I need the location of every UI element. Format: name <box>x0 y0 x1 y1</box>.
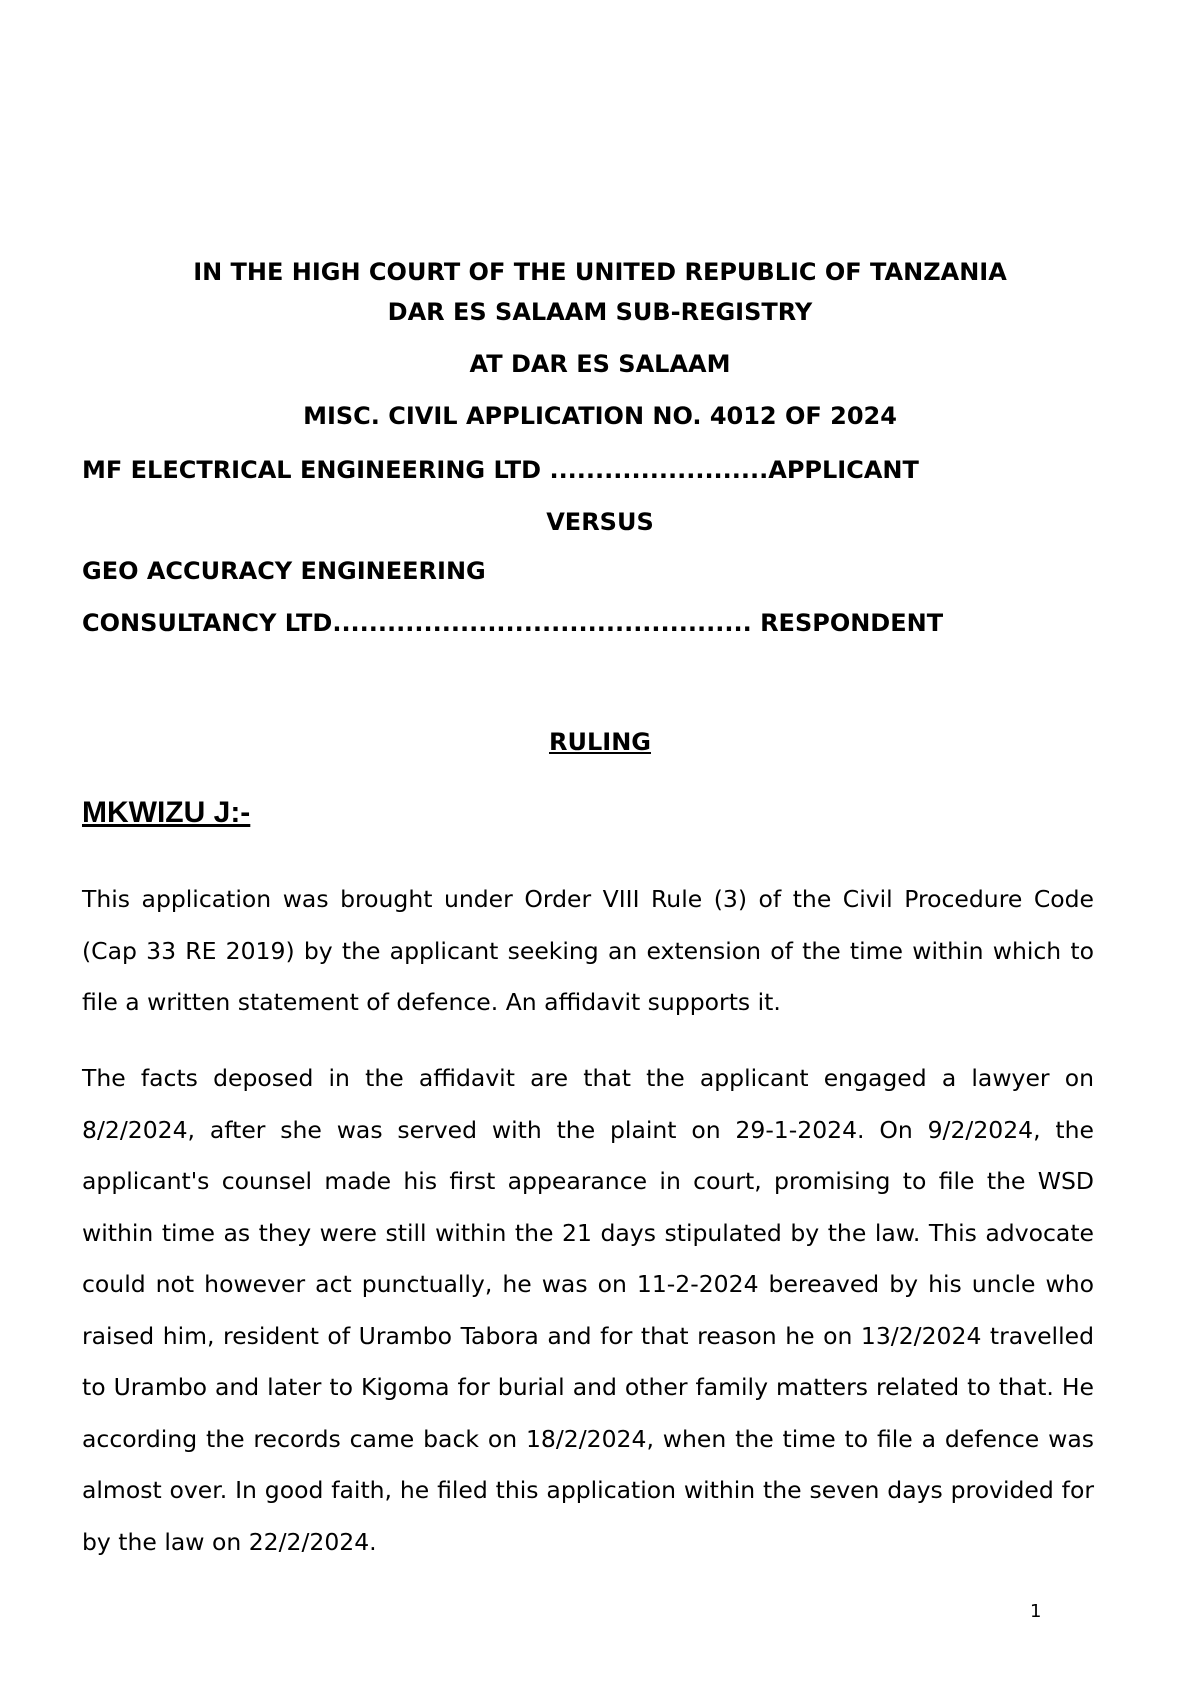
court-title: IN THE HIGH COURT OF THE UNITED REPUBLIC OF TANZANIA <box>193 258 1007 286</box>
respondent-line-1: GEO ACCURACY ENGINEERING <box>82 557 486 585</box>
page-number: 1 <box>1030 1601 1042 1622</box>
paragraph-2: The facts deposed in the affidavit are that the applicant engaged a lawyer on 8/2/2024, after she was served with the plaint on 29-1-2024. On 9/2/2024, the applicant's counsel made his first appearance in court, promising to file the WSD within time as they were still within the 21 days stipulated by the law. This advocate could not however act punctually, he was on 11-2-2024 bereaved by his uncle who raised him, resident of Urambo Tabora and for that reason he on 13/2/2024 travelled to Urambo and later to Kigoma for burial and other family matters related to that. He according the records came back on 18/2/2024, when the time to file a defence was almost over. In good faith, he filed this application within the seven days provided for by the law on 22/2/2024. <box>82 1064 1094 1556</box>
applicant-line: MF ELECTRICAL ENGINEERING LTD ........................APPLICANT <box>82 456 919 484</box>
location-title: AT DAR ES SALAAM <box>469 350 731 378</box>
versus-label: VERSUS <box>546 508 654 536</box>
ruling-title: RULING <box>549 728 651 756</box>
case-number: MISC. CIVIL APPLICATION NO. 4012 OF 2024 <box>303 402 897 430</box>
judge-name: MKWIZU J:- <box>82 796 251 829</box>
registry-title: DAR ES SALAAM SUB-REGISTRY <box>387 298 813 326</box>
respondent-line-2: CONSULTANCY LTD.............................................. RESPONDENT <box>82 609 944 637</box>
paragraph-1: This application was brought under Order VIII Rule (3) of the Civil Procedure Code (Cap 33 RE 2019) by the applicant seeking an extension of the time within which to file a written statement of defence. An affidavit supports it. <box>82 885 1094 1016</box>
